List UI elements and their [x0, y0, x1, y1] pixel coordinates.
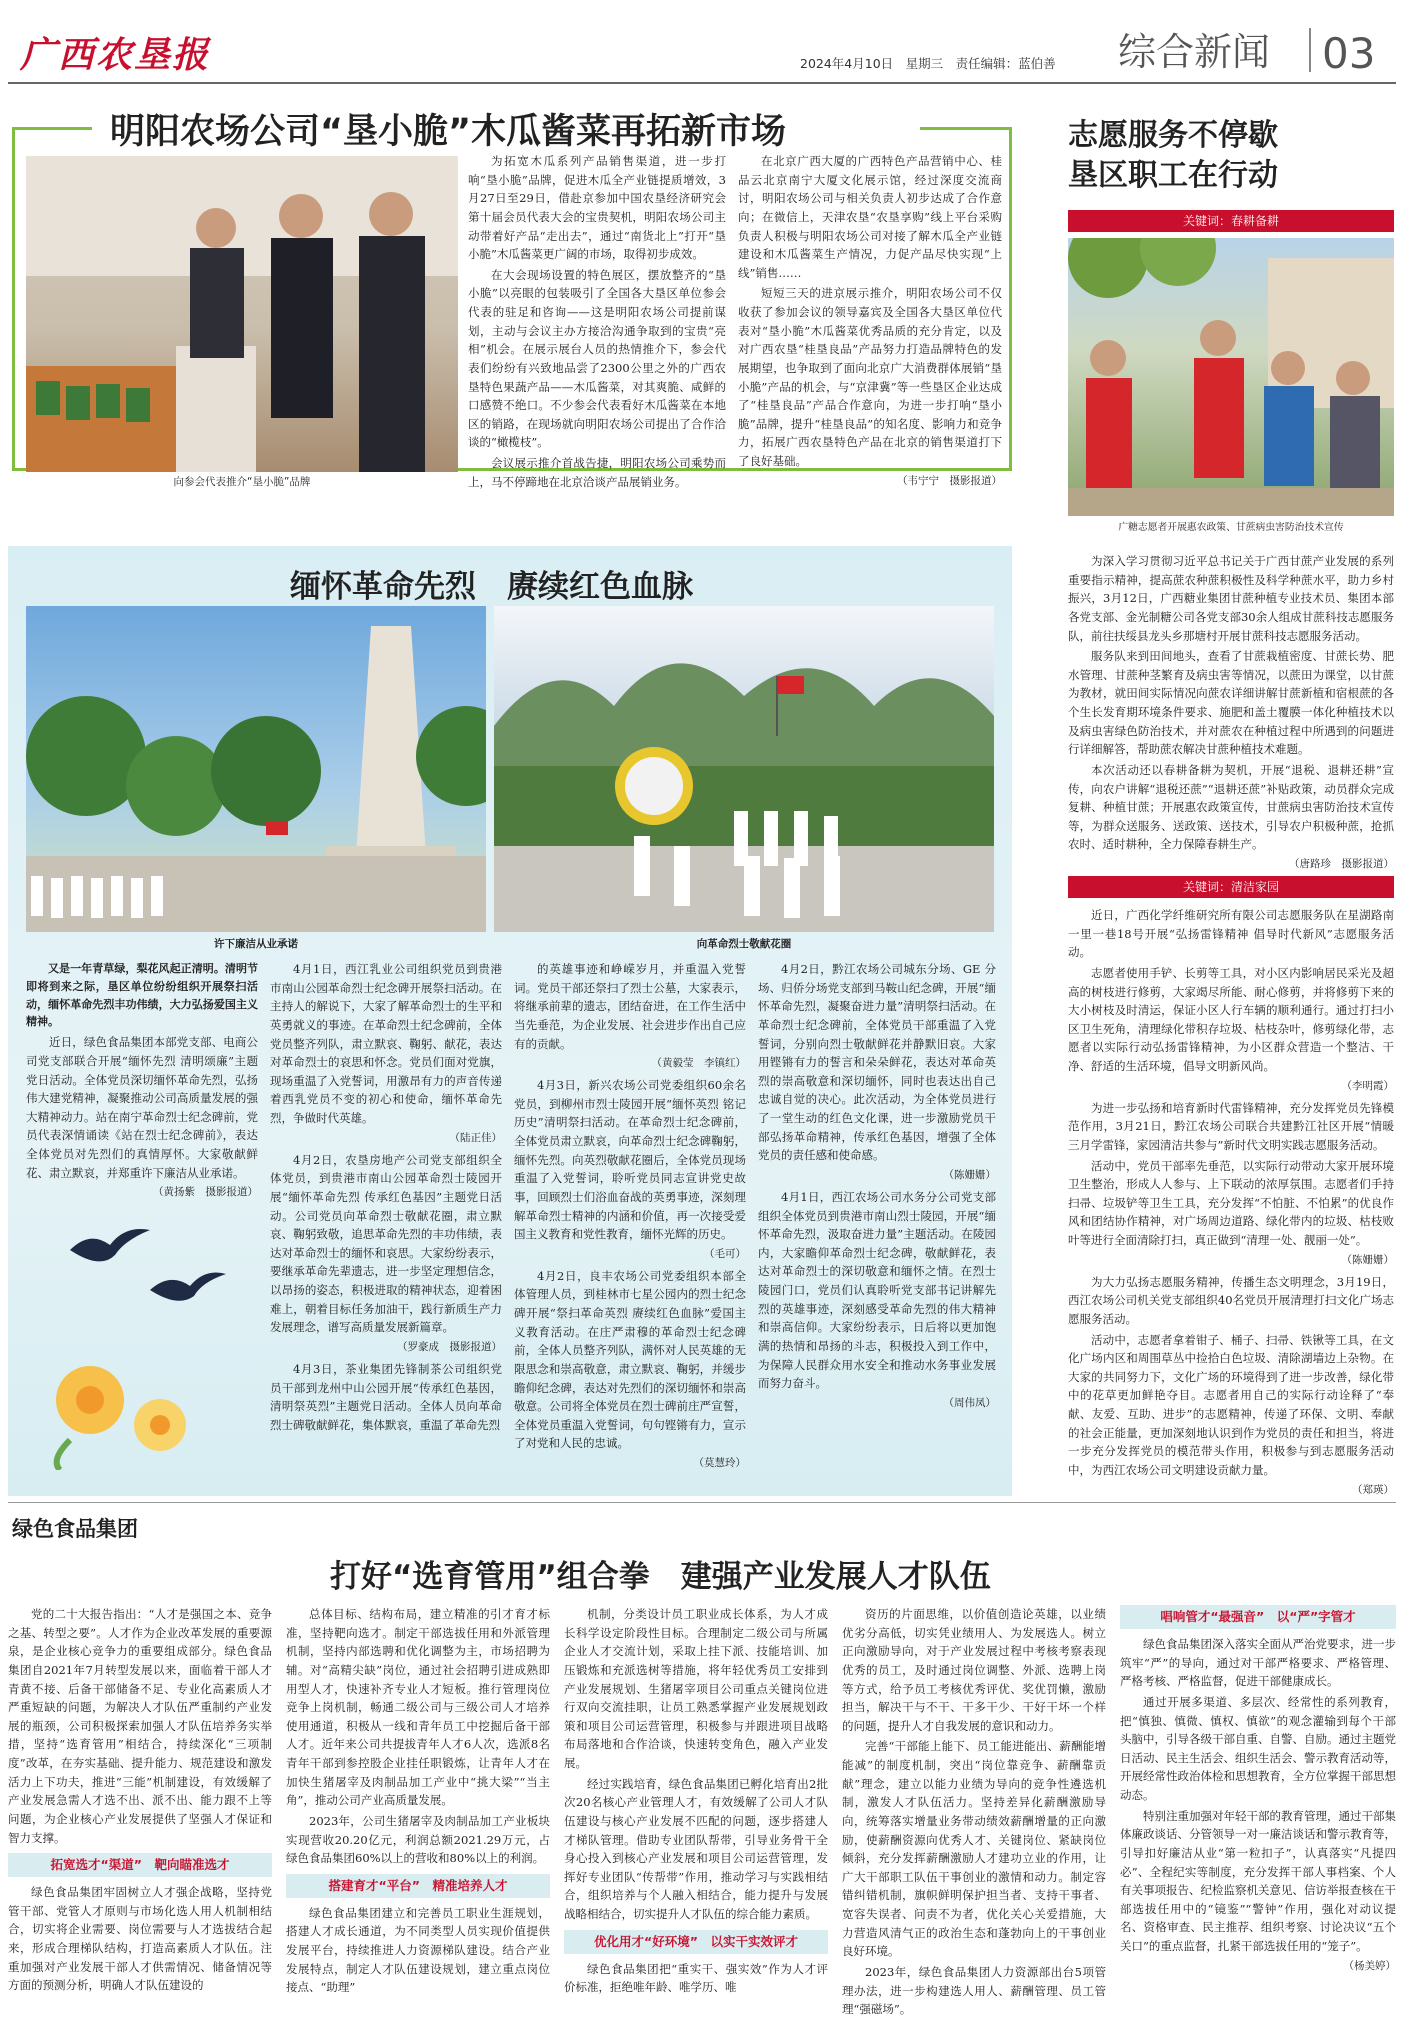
byline: （陆正佳） — [449, 1131, 502, 1144]
paragraph: 绿色食品集团深入落实全面从严治党要求，进一步筑牢“严”的导向，通过对干部严格要求、严格管理、严格考核、严格监督，促进干部健康成长。 — [1120, 1637, 1396, 1689]
byline: （杨美婷） — [1343, 1959, 1396, 1972]
paragraph: 4月1日，西江乳业公司组织党员到贵港市南山公园革命烈士纪念碑开展祭扫活动。在主持人的解说下，大家了解革命烈士的生平和英勇就义的事迹。在革命烈士纪念碑前，全体党员整齐列队，肃立默哀、鞠躬、献花，表达对革命烈士的哀思和怀念。党员们面对党旗，现场重温了入党誓词，用激昂有力的声音传递着西乳党员不变的初心和使命，缅怀革命先烈，争做时代英雄。 — [270, 962, 502, 1125]
article-4-col-2 — [286, 1605, 550, 2017]
swallow-and-flower-icon — [30, 1210, 230, 1470]
paragraph: 本次活动还以春耕备耕为契机，开展“退税、退耕还耕”宣传，向农户讲解“退税还蔗”“退耕还蔗”补贴政策，动员群众完成复耕、种植甘蔗；开展惠农政策宣传，甘蔗病虫害防治技术宣传等，为群众送服务、送政策、送技术，引导农户积极种蔗，抢抓农时、适时耕种，全力保障春耕生产。 — [1068, 762, 1394, 852]
article-4-col-5 — [1120, 1605, 1396, 2017]
paragraph: 在大会现场设置的特色展区，摆放整齐的“垦小脆”以亮眼的包装吸引了全国各大垦区单位参会代表的驻足和咨询——这是明阳农场公司提前谋划，主动与会议主办方接洽沟通争取到的宝贵“亮相”机会。在展示展台人员的热情推介下，参会代表们纷纷有兴致地品尝了2300公里之外的广西农垦特色果蔬产品——木瓜酱菜，对其爽脆、咸鲜的口感赞不绝口。不少参会代表看好木瓜酱菜在本地区的销路，在现场就向明阳农场公司提出了合作洽谈的“橄榄枝”。 — [468, 267, 726, 450]
paragraph: 在北京广西大厦的广西特色产品营销中心、桂品云北京南宁大厦文化展示馆，经过深度交流商讨，明阳农场公司与相关负责人初步达成了合作意向；在微信上，天津农垦“农垦享购”线上平台采购负责人积极与明阳农场公司对接了解木瓜全产业链建设和木瓜酱菜生产情况，力促产品尽快实现“上线”销售…… — [738, 154, 1002, 280]
keyword-clean-home: 关键词：清洁家园 — [1068, 876, 1394, 898]
paragraph: 总体目标、结构布局，建立精准的引才育才标准，坚持靶向选才。制定干部选拔任用和外派管理机制，坚持内部选聘和优化调整为主，市场招聘为辅。对“高精尖缺”岗位，通过社会招聘引进成熟即用型人才，快速补齐专业人才短板。推行管理岗位竞争上岗机制，畅通二级公司与三级公司人才培养使用通道，积极从一线和青年员工中挖掘后备干部人才。近年来公司共提拔青年人才6人次，选派8名青年干部到参控股企业挂任职锻炼，让青年人才在加快生猪屠宰及肉制品加工产业中“挑大梁”“当主角”，推动公司产业高质量发展。 — [286, 1607, 550, 1808]
article-1-caption: 向参会代表推介“垦小脆”品牌 — [173, 476, 311, 488]
article-4-title: 打好“选育管用”组合拳 建强产业发展人才队伍 — [330, 1559, 991, 1595]
paragraph: 资历的片面思维，以价值创造论英雄，以业绩优劣分高低，切实凭业绩用人、为发展选人。树立正向激励导向，对于产业发展过程中考核考察表现优秀的员工，及时通过岗位调整、外派、选聘上岗等方式，给予员工考核优秀评优、奖优罚懒，激励担当，解决干与不干、干多干少、干好干坏一个样的问题，提升人才自我发展的意识和动力。 — [842, 1607, 1106, 1733]
masthead: 广西农垦报 — [20, 34, 211, 76]
section-title: 综合新闻 — [1118, 30, 1271, 74]
paragraph: 特别注重加强对年轻干部的教育管理，通过干部集体廉政谈话、分管领导一对一廉洁谈话和警示教育等，引导扣好廉洁从业“第一粒扣子”，认真落实“凡提四必”、全程纪实等制度，充分发挥干部人事档案、个人有关事项报告、纪检监察机关意见、信访举报查核在干部选拔任用中的“镜鉴”“警钟”作用，强化对动议提名、资格审查、民主推荐、组织考察、讨论决议“五个关口”的重点监督，扎紧干部选拔任用的“笼子”。 — [1120, 1808, 1396, 1953]
date-line: 2024年4月10日 星期三 责任编辑：蓝伯善 — [800, 56, 1056, 71]
article-3-caption-right: 向革命烈士敬献花圈 — [696, 938, 792, 950]
paragraph: 4月2日，农垦房地产公司党支部组织全体党员，到贵港市南山公园革命烈士陵园开展“缅怀革命先烈 传承红色基因”主题党日活动。公司党员向革命烈士敬献花圈，肃立默哀、鞠躬致敬，追思革命先烈的丰功伟绩，表达对革命烈士的缅怀和哀思。大家纷纷表示，要继承革命先辈遗志，进一步坚定理想信念，以昂扬的姿态，积极进取的精神状态，迎着困难上，朝着目标任务加油干，践行新质生产力发展理念，谱写高质量发展新篇章。 — [270, 1152, 502, 1335]
paragraph: 为拓宽木瓜系列产品销售渠道，进一步打响“垦小脆”品牌，促进木瓜全产业链提质增效，3月27日至29日，借赴京参加中国农垦经济研究会第十届会员代表大会的宝贵契机，明阳农场公司主动带着好产品“走出去”，通过“南货北上”打开“垦小脆”木瓜酱菜更广阔的市场，取得初步成效。 — [468, 154, 726, 262]
byline: （陈姗姗） — [1341, 1253, 1394, 1266]
article-1-col-2 — [738, 152, 1002, 492]
byline: （李明霞） — [1341, 1079, 1394, 1092]
wreath-scene-icon — [494, 606, 994, 932]
paragraph: 绿色食品集团把“重实干、强实效”作为人才评价标准，拒绝唯年龄、唯学历、唯 — [564, 1961, 828, 1995]
article-2-photo — [1068, 238, 1394, 516]
paragraph: 服务队来到田间地头，查看了甘蔗栽植密度、甘蔗长势、肥水管理、甘蔗种茎繁育及病虫害等情况，以蔗田为课堂，以甘蔗为教材，就田间实际情况向蔗农详细讲解甘蔗新植和宿根蔗的各个生长发育期环境条件要求、施肥和盖土覆膜一体化种植技术以及病虫害绿色防治技术，并对蔗农在种植过程中所遇到的问题进行详细解答，帮助蔗农解决甘蔗种植技术难题。 — [1068, 649, 1394, 757]
article-2-title-line-1: 志愿服务不停歇 — [1068, 118, 1278, 153]
article-1-frame-top-right — [920, 127, 1012, 130]
subhead-manage-talent: 唱响管才“最强音” 以“严”字管才 — [1120, 1605, 1396, 1629]
keyword-spring-farming: 关键词：春耕备耕 — [1068, 210, 1394, 232]
section-rule — [8, 1502, 1396, 1503]
article-4-col-1 — [8, 1605, 272, 2017]
article-1-col-1 — [468, 152, 726, 492]
paragraph: 完善“干部能上能下、员工能进能出、薪酬能增能减”的制度机制，突出“岗位靠竞争、薪酬靠贡献”理念，建立以能力业绩为导向的竞争性遴选机制，激发人才队伍活力。坚持差异化薪酬激励导向，统筹落实增量业务带动绩效薪酬增量的正向激励，使薪酬资源向优秀人才、关键岗位、紧缺岗位倾斜，充分发挥薪酬激励人才建功立业的作用，让广大干部职工队伍干事创业的激情和动力。制定容错纠错机制，旗帜鲜明保护担当者、支持干事者、宽容失误者、问责不为者，优化关心关爱措施，大力营造风清气正的政治生态和蓬勃向上的干事创业良好环境。 — [842, 1739, 1106, 1959]
paragraph: 4月3日，茶业集团先锋制茶公司组织党员干部到龙州中山公园开展“传承红色基因，清明祭英烈”主题党日活动。全体人员向革命烈士碑敬献鲜花，集体默哀，重温了革命先烈 — [270, 1361, 502, 1432]
paragraph: 经过实践培育，绿色食品集团已孵化培育出2批次20名核心产业管理人才，有效缓解了公司人才队伍建设与核心产业发展不匹配的问题，逐步搭建人才梯队管理。借助专业团队帮带，引导业务骨干全身心投入到核心产业发展和项目公司运营管理，发挥好专业团队“传帮带”作用，推动学习与实践相结合，组织培养与个人融入相结合，能力提升与发展战略相结合，切实提升人才队伍的综合能力素质。 — [564, 1776, 828, 1921]
article-3-title: 缅怀革命先烈 赓续红色血脉 — [290, 569, 693, 605]
paragraph: 4月2日，黔江农场公司城东分场、GE 分场、归侨分场党支部到马鞍山纪念碑，开展“缅怀革命先烈，凝聚奋进力量”清明祭扫活动。在革命烈士纪念碑前，全体党员干部重温了入党誓词，分别向烈士敬献鲜花并静默旧哀。大家用铿锵有力的誓言和朵朵鲜花，表达对革命英烈的崇高敬意和深切缅怀，同时也表达出自己忠诚自觉的决心。此次活动，为全体党员进行了一堂生动的红色文化课，进一步激励党员干部弘扬革命精神，传承红色基因，增强了全体党员的责任感和使命感。 — [758, 962, 996, 1163]
article-2-caption: 广糖志愿者开展惠农政策、甘蔗病虫害防治技术宣传 — [1118, 522, 1344, 533]
paragraph: 为大力弘扬志愿服务精神，传播生态文明理念，3月19日，西江农场公司机关党支部组织40名党员开展清理打扫文化广场志愿服务活动。 — [1068, 1274, 1394, 1326]
subhead-use-talent: 优化用才“好环境” 以实干实效评才 — [564, 1930, 828, 1954]
subhead-select-talent: 拓宽选才“渠道” 靶向瞄准选才 — [8, 1853, 272, 1877]
byline: （韦宁宁 摄影报道） — [897, 474, 1002, 487]
byline: （黄毅莹 李镇红） — [651, 1057, 746, 1070]
paragraph: 机制，分类设计员工职业成长体系，为人才成长科学设定阶段性目标。合理制定二级公司与所属企业人才交流计划，采取上挂下派、技能培训、加压锻炼和充派选树等措施，将年轻优秀员工安排到产业发展规划、生猪屠宰项目公司重点关键岗位进行双向交流挂职，让员工熟悉掌握产业发展规划政策和项目公司运营管理，积极参与并跟进项目战略布局落地和合作洽谈，快速转变角色，融入产业发展。 — [564, 1607, 828, 1770]
article-3-col-4 — [758, 960, 996, 1490]
paragraph: 活动中，志愿者拿着钳子、桶子、扫帚、铁锹等工具，在文化广场内区和周围草丛中捡拾白色垃圾、清除湖墙边上杂物。在大家的共同努力下，文化广场的环境得到了进一步改善，绿化带中的花草更加鲜艳夺目。志愿者用自己的实际行动诠释了“奉献、友爱、互助、进步”的志愿精神，传递了环保、文明、奉献的社会正能量，更加深刻地认识到作为党员的责任和担当，将进一步充分发挥党员的模范带头作用，积极参与到志愿服务活动中，为西江农场公司文明建设贡献力量。 — [1068, 1332, 1394, 1477]
byline: （唐路珍 摄影报道） — [1289, 858, 1394, 870]
meeting-scene-icon — [26, 156, 458, 472]
paragraph: 近日，绿色食品集团本部党支部、电商公司党支部联合开展“缅怀先烈 清明颂廉”主题党日活动。全体党员深切缅怀革命先烈，弘扬伟大建党精神，凝聚推动公司高质量发展的强大精神动力。站在南宁革命烈士纪念碑前，党员代表深情诵读《站在烈士纪念碑前》，表达全体党员对先烈们的真情厚怀。大家敬献鲜花、肃立默哀，并郑重许下廉洁从业承诺。 — [26, 1035, 258, 1180]
paragraph: 为深入学习贯彻习近平总书记关于广西甘蔗产业发展的系列重要指示精神，提高蔗农种蔗积极性及科学种蔗水平，助力乡村振兴，3月12日，广西糖业集团甘蔗种植专业技术员、集团本部各党支部、金光制糖公司各党支部30余人组成甘蔗科技志愿服务队，前往扶绥县龙头乡那塘村开展甘蔗科技志愿服务活动。 — [1068, 554, 1394, 643]
paragraph: 绿色食品集团牢固树立人才强企战略，坚持党管干部、党管人才原则与市场化选人用人机制相结合，切实将企业需要、岗位需要与人才选拔结合起来，形成合理梯队结构，打造高素质人才队伍。注重加强对产业发展干部人才供需情况、储备情况等方面的预测分析，明确人才队伍建设的 — [8, 1885, 272, 1993]
paragraph: 党的二十大报告指出：“人才是强国之本、竞争之基、转型之要”。人才作为企业改革发展的重要源泉，是企业核心竞争力的重要组成部分。绿色食品集团自2021年7月转型发展以来，面临着干部人才青黄不接、后备干部储备不足、专业化高素质人才严重短缺的问题，为解决人才队伍严重制约产业发展的瓶颈，公司积极探索加强人才队伍培养务实举措，坚持“选育管用”相结合，持续深化“三项制度”改革，在夯实基础、提升能力、规范建设和激发活力上下功夫，推进“三能”机制建设，有效缓解了产业发展急需人才选不出、派不出、能力跟不上等问题，为企业核心产业发展提供了坚强人才保证和智力支撑。 — [8, 1607, 272, 1845]
article-1-title: 明阳农场公司“垦小脆”木瓜酱菜再拓新市场 — [104, 104, 792, 161]
byline: （陈姗姗） — [943, 1168, 996, 1181]
byline: （罗豪成 摄影报道） — [397, 1340, 502, 1353]
article-4-col-3 — [564, 1605, 828, 2017]
byline: （黄扬紫 摄影报道） — [153, 1186, 258, 1199]
article-3-col-2 — [270, 960, 502, 1490]
article-4-kicker: 绿色食品集团 — [12, 1517, 138, 1541]
byline: （周伟凤） — [943, 1396, 996, 1409]
article-1-frame-top-left — [12, 127, 92, 130]
paragraph: 活动中，党员干部率先垂范，以实际行动带动大家开展环境卫生整治，形成人人参与、上下联动的浓厚氛围。志愿者们手持扫帚、垃圾铲等卫生工具，充分发挥“不怕脏、不怕累”的优良作风和团结协作精神，对广场周边道路、绿化带内的垃圾、枯枝败叶等进行全面清除打扫，真正做到“清理一处、靓丽一处”。 — [1068, 1158, 1394, 1247]
article-3-caption-left: 许下廉洁从业承诺 — [214, 938, 298, 950]
paragraph: 短短三天的进京展示推介，明阳农场公司不仅收获了参加会议的领导嘉宾及全国各大垦区单位代表对“垦小脆”木瓜酱菜优秀品质的充分肯定，以及对广西农垦“桂垦良品”产品努力打造品牌特色的发展期望，也争取到了面向北京广大消费群体展销“垦小脆”产品的机会，与“京津冀”等一些垦区企业达成了“桂垦良品”产品合作意向，为进一步打响“垦小脆”品牌，提升“桂垦良品”的知名度、影响力和竞争力，拓展广西农垦特色产品在北京的销售渠道打下了良好基础。 — [738, 286, 1002, 468]
paragraph: 4月3日，新兴农场公司党委组织60余名党员，到柳州市烈士陵园开展“缅怀英烈 铭记历史”清明祭扫活动。在革命烈士纪念碑前，全体党员肃立默哀，向革命烈士纪念碑鞠躬，缅怀先烈。向英烈敬献花圈后，全体党员现场重温了入党誓词，聆听党员同志宣讲党史故事，回顾烈士们浴血奋战的英勇事迹，深刻理解革命烈士精神的内涵和价值，再一次接受爱国主义教育和党性教育，缅怀光辉的历史。 — [514, 1078, 746, 1242]
paragraph: 为进一步弘扬和培育新时代雷锋精神，充分发挥党员先锋模范作用，3月21日，黔江农场公司联合共建黔江社区开展“情暖三月学雷锋，家园清洁共参与”新时代文明实践志愿服务活动。 — [1068, 1100, 1394, 1152]
paragraph: 2023年，公司生猪屠宰及肉制品加工产业板块实现营收20.20亿元，利润总额2021.29万元，占绿色食品集团60%以上的营收和80%以上的利润。 — [286, 1813, 550, 1866]
paragraph: 通过开展多渠道、多层次、经常性的系列教育，把“慎独、慎微、慎权、慎欲”的观念灌输到每个干部头脑中，引导各级干部自重、自警、自励。通过主题党日活动、民主生活会、组织生活会、警示教育活动等，开展经常性政治体检和思想教育，全方位掌握干部思想动态。 — [1120, 1694, 1396, 1802]
byline: （郑瑛） — [1352, 1483, 1394, 1496]
article-3-photo-right — [494, 606, 994, 932]
article-3-photo-left — [26, 606, 486, 932]
byline: （毛可） — [704, 1247, 746, 1260]
paragraph: 4月2日，良丰农场公司党委组织本部全体管理人员，到桂林市七星公园内的烈士纪念碑开展“祭扫革命英烈 赓续红色血脉”爱国主义教育活动。在庄严肃穆的革命烈士纪念碑前，全体人员整齐列队，满怀对人民英雄的无限思念和崇高敬意，肃立默哀、鞠躬，并缓步瞻仰纪念碑，表达对先烈们的深切缅怀和崇高敬意。公司将全体党员在烈士碑前庄严宣誓，全体党员重温入党誓词，句句铿锵有力，宣示了对党和人民的忠诚。 — [514, 1268, 746, 1451]
monument-scene-icon — [26, 606, 486, 932]
section-divider — [1309, 28, 1311, 72]
byline: （莫慧玲） — [693, 1457, 746, 1469]
article-4-col-4 — [842, 1605, 1106, 2017]
article-3-intro: 又是一年青草绿，梨花风起正清明。清明节即将到来之际，垦区单位纷纷组织开展祭扫活动，缅怀革命先烈丰功伟绩，大力弘扬爱国主义精神。 — [26, 962, 258, 1029]
paragraph: 近日，广西化学纤维研究所有限公司志愿服务队在星湖路南一里一巷18号开展“弘扬雷锋精神 倡导时代新风”志愿服务活动。 — [1068, 908, 1394, 960]
paragraph: 绿色食品集团建立和完善员工职业生涯规划，搭建人才成长通道，为不同类型人员实现价值提供发展平台，持续推进人力资源梯队建设。结合产业发展特点，制定人才队伍建设规划，建立重点岗位接点、“助理” — [286, 1905, 550, 1995]
paragraph: 会议展示推介首战告捷，明阳农场公司乘势而上，马不停蹄地在北京洽谈产品展销业务。 — [468, 456, 726, 489]
paragraph: 2023年，绿色食品集团人力资源部出台5项管理办法，进一步构建选人用人、薪酬管理、员工管理“强磁场”。 — [842, 1964, 1106, 2017]
article-1-photo — [26, 156, 458, 472]
volunteer-scene-icon — [1068, 238, 1394, 516]
paragraph: 志愿者使用手铲、长剪等工具，对小区内影响居民采光及超高的树枝进行修剪，大家竭尽所能、耐心修剪，并将修剪下来的大小树枝及时清运，保证小区人行车辆的顺利通行。通过打扫小区卫生死角，清理绿化带积存垃圾、枯枝杂叶，修剪绿化带，志愿者以实际行动弘扬雷锋精神，为小区群众营造一个整洁、干净、舒适的生活环境，倡导文明新风尚。 — [1068, 965, 1394, 1073]
paragraph: 4月1日，西江农场公司水务分公司党支部组织全体党员到贵港市南山烈士陵园，开展“缅怀革命先烈，汲取奋进力量”主题活动。在陵园内，大家瞻仰革命烈士纪念碑，敬献鲜花，表达对革命烈士的深切敬意和缅怀之情。在烈士陵园门口，党员们认真聆听党支部书记讲解先烈的英雄事迹，深刻感受革命先烈的伟大精神和崇高信仰。大家纷纷表示，日后将以更加饱满的热情和昂扬的斗志，积极投入到工作中，为保障人民群众用水安全和推动水务事业发展而努力奋斗。 — [758, 1189, 996, 1391]
subhead-cultivate-talent: 搭建育才“平台” 精准培养人才 — [286, 1874, 550, 1898]
article-2-body-1 — [1068, 552, 1394, 872]
paragraph: 的英雄事迹和峥嵘岁月，并重温入党誓词。党员干部还祭扫了烈士公墓，大家表示，将继承前辈的遗志，团结奋进，在工作生活中当先垂范，为企业发展、社会进步作出自己应有的贡献。 — [514, 962, 746, 1051]
header-rule — [8, 82, 1396, 84]
page-number: 03 — [1322, 29, 1376, 78]
article-3-col-3 — [514, 960, 746, 1490]
article-2-title-line-2: 垦区职工在行动 — [1068, 158, 1278, 193]
